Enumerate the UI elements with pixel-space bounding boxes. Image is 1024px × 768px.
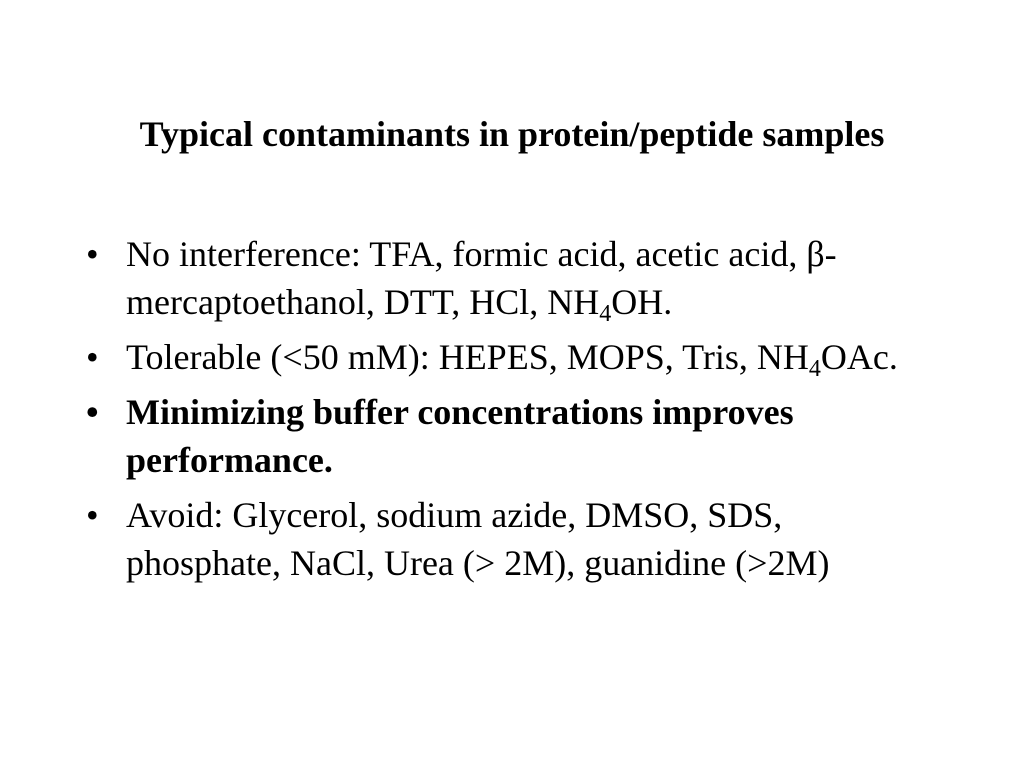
bullet-text: Minimizing buffer concentrations improves performance. [126,392,794,480]
subscript: 4 [599,301,612,327]
bullet-icon: • [86,392,99,432]
bullet-item-tolerable [86,333,946,381]
bullet-icon: • [86,337,99,377]
bullet-item-minimizing [86,388,946,484]
bullet-text-end: OAc. [820,337,898,377]
subscript: 4 [808,356,821,382]
slide-title: Typical contaminants in protein/peptide samples [139,114,885,154]
bullet-icon: • [86,234,99,274]
bullet-text: Avoid: Glycerol, sodium azide, DMSO, SDS, phosphate, NaCl, Urea (> 2M), guanidine (>2M) [126,495,830,583]
bullet-item-no-interference [86,230,946,326]
bullet-text-end: OH. [611,282,673,322]
bullet-list [86,230,946,594]
bullet-icon: • [86,495,99,535]
bullet-text: Tolerable (<50 mM): HEPES, MOPS, Tris, NH [126,337,809,377]
bullet-text: No interference: TFA, formic acid, acetic acid, β-mercaptoethanol, DTT, HCl, NH [126,234,837,322]
bullet-item-avoid [86,491,946,587]
